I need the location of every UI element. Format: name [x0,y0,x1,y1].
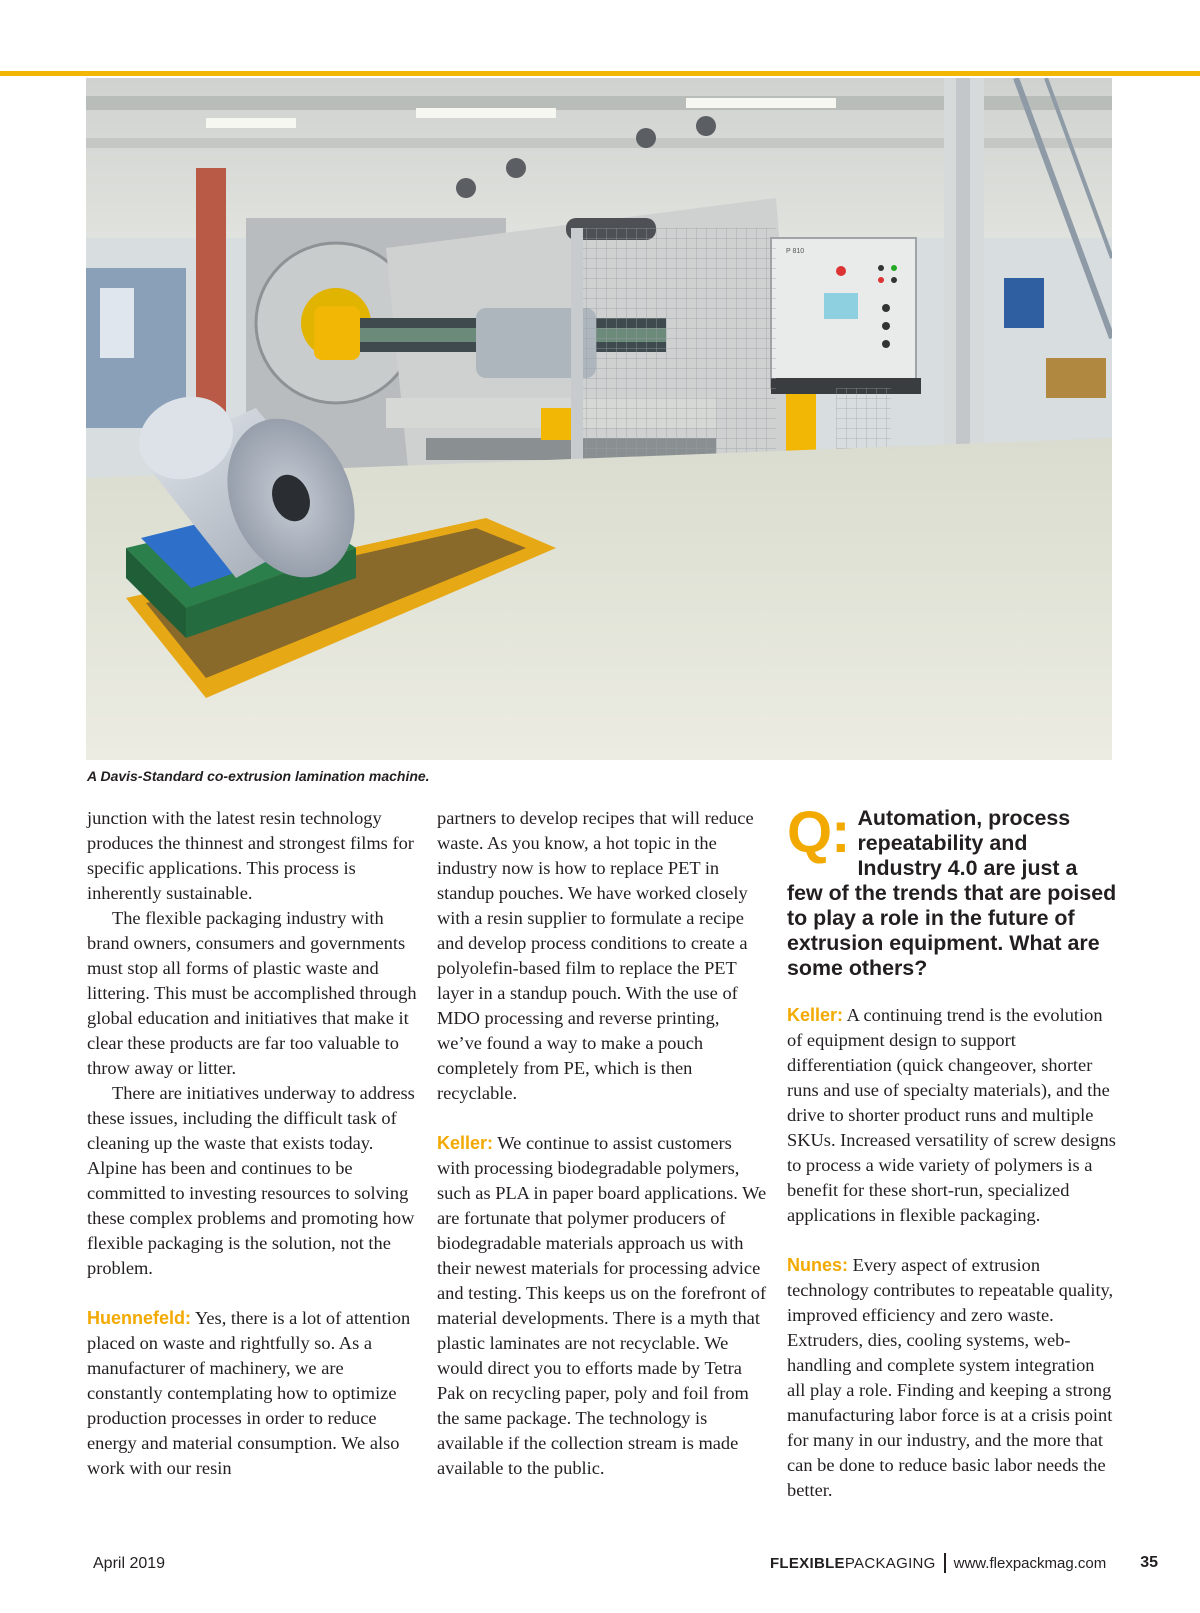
column-3 [787,800,1117,1503]
answer-text: We continue to assist customers with processing biodegradable polymers, such as PLA in paper board applications. We are fortunate that polymer producers of biodegradable materials approach us with their newest materials for processing advice and testing. This keeps us on the forefront of material developments. There is a myth that plastic laminates are not recyclable. We would direct you to efforts made by Tetra Pak on recycling paper, poly and foil from the same package. The technology is available if the collection stream is made available to the public. [437,1133,767,1478]
magazine-url[interactable]: www.flexpackmag.com [953,1554,1107,1572]
photo-caption: A Davis-Standard co-extrusion lamination machine. [87,768,430,784]
answer-text: Every aspect of extrusion technology contributes to repeatable quality, improved efficiency and zero waste. Extruders, dies, cooling systems, web-handling and complete system integration all play a role. Finding and keeping a strong manufacturing labor force is at a crisis point for many in our industry, and the more that can be done to reduce basic labor needs the better. [787,1255,1114,1500]
footer-divider [944,1553,946,1573]
page-number: 35 [1140,1554,1158,1571]
magazine-name-regular: PACKAGING [844,1554,936,1572]
answer-text: A continuing trend is the evolution of equipment design to support differentiation (quick changeover, shorter runs and use of specialty materials), and the drive to shorter product runs and multiple SKUs. Increased versatility of screw designs to process a wide variety of polymers is a benefit for these short-run, specialized applications in flexible packaging. [787,1005,1116,1225]
paragraph: There are initiatives underway to address these issues, including the difficult task of cleaning up the waste that exists today. Alpine has been and continues to be committed to investing resources to solving these complex problems and promoting how flexible packaging is the solution, not the problem. [87,1083,415,1278]
paragraph: junction with the latest resin technology produces the thinnest and strongest films for specific applications. This process is inherently sustainable. [87,808,414,903]
question-block [787,800,1117,981]
answer-keller [437,1131,767,1481]
issue-date: April 2019 [93,1555,166,1572]
column-2 [437,806,767,1481]
answer-keller [787,1003,1117,1228]
answer-huennefeld [87,1306,417,1481]
speaker-name: Keller: [437,1133,494,1153]
question-text: Automation, process repeatability and Industry 4.0 are just a few of the trends that are poised to play a role in the future of extrusion equipment. What are some others? [787,806,1117,980]
machine-photo [86,78,1112,760]
answer-nunes [787,1253,1117,1503]
footer-masthead [770,1553,1158,1573]
speaker-name: Nunes: [787,1255,849,1275]
paragraph: The flexible packaging industry with brand owners, consumers and governments must stop all forms of plastic waste and littering. This must be accomplished through global education and initiatives that make it clear these products are far too valuable to throw away or litter. [87,908,417,1078]
paragraph: partners to develop recipes that will reduce waste. As you know, a hot topic in the industry now is how to replace PET in standup pouches. We have worked closely with a resin supplier to formulate a recipe and develop process conditions to create a polyolefin-based film to replace the PET layer in a standup pouch. With the use of MDO processing and reverse printing, we’ve found a way to make a pouch completely from PE, which is then recyclable. [437,808,754,1103]
column-1 [87,806,417,1481]
panel-label: P 810 [786,248,805,255]
magazine-name-bold: FLEXIBLE [769,1554,845,1572]
speaker-name: Huennefeld: [87,1308,192,1328]
answer-text: Yes, there is a lot of attention placed on waste and rightfully so. As a manufacturer of machinery, we are constantly contemplating how to optimize production processes in order to reduce energy and material consumption. We also work with our resin [87,1308,411,1478]
top-accent-rule [0,71,1200,76]
question-mark-label: Q: [787,800,850,865]
speaker-name: Keller: [787,1005,844,1025]
